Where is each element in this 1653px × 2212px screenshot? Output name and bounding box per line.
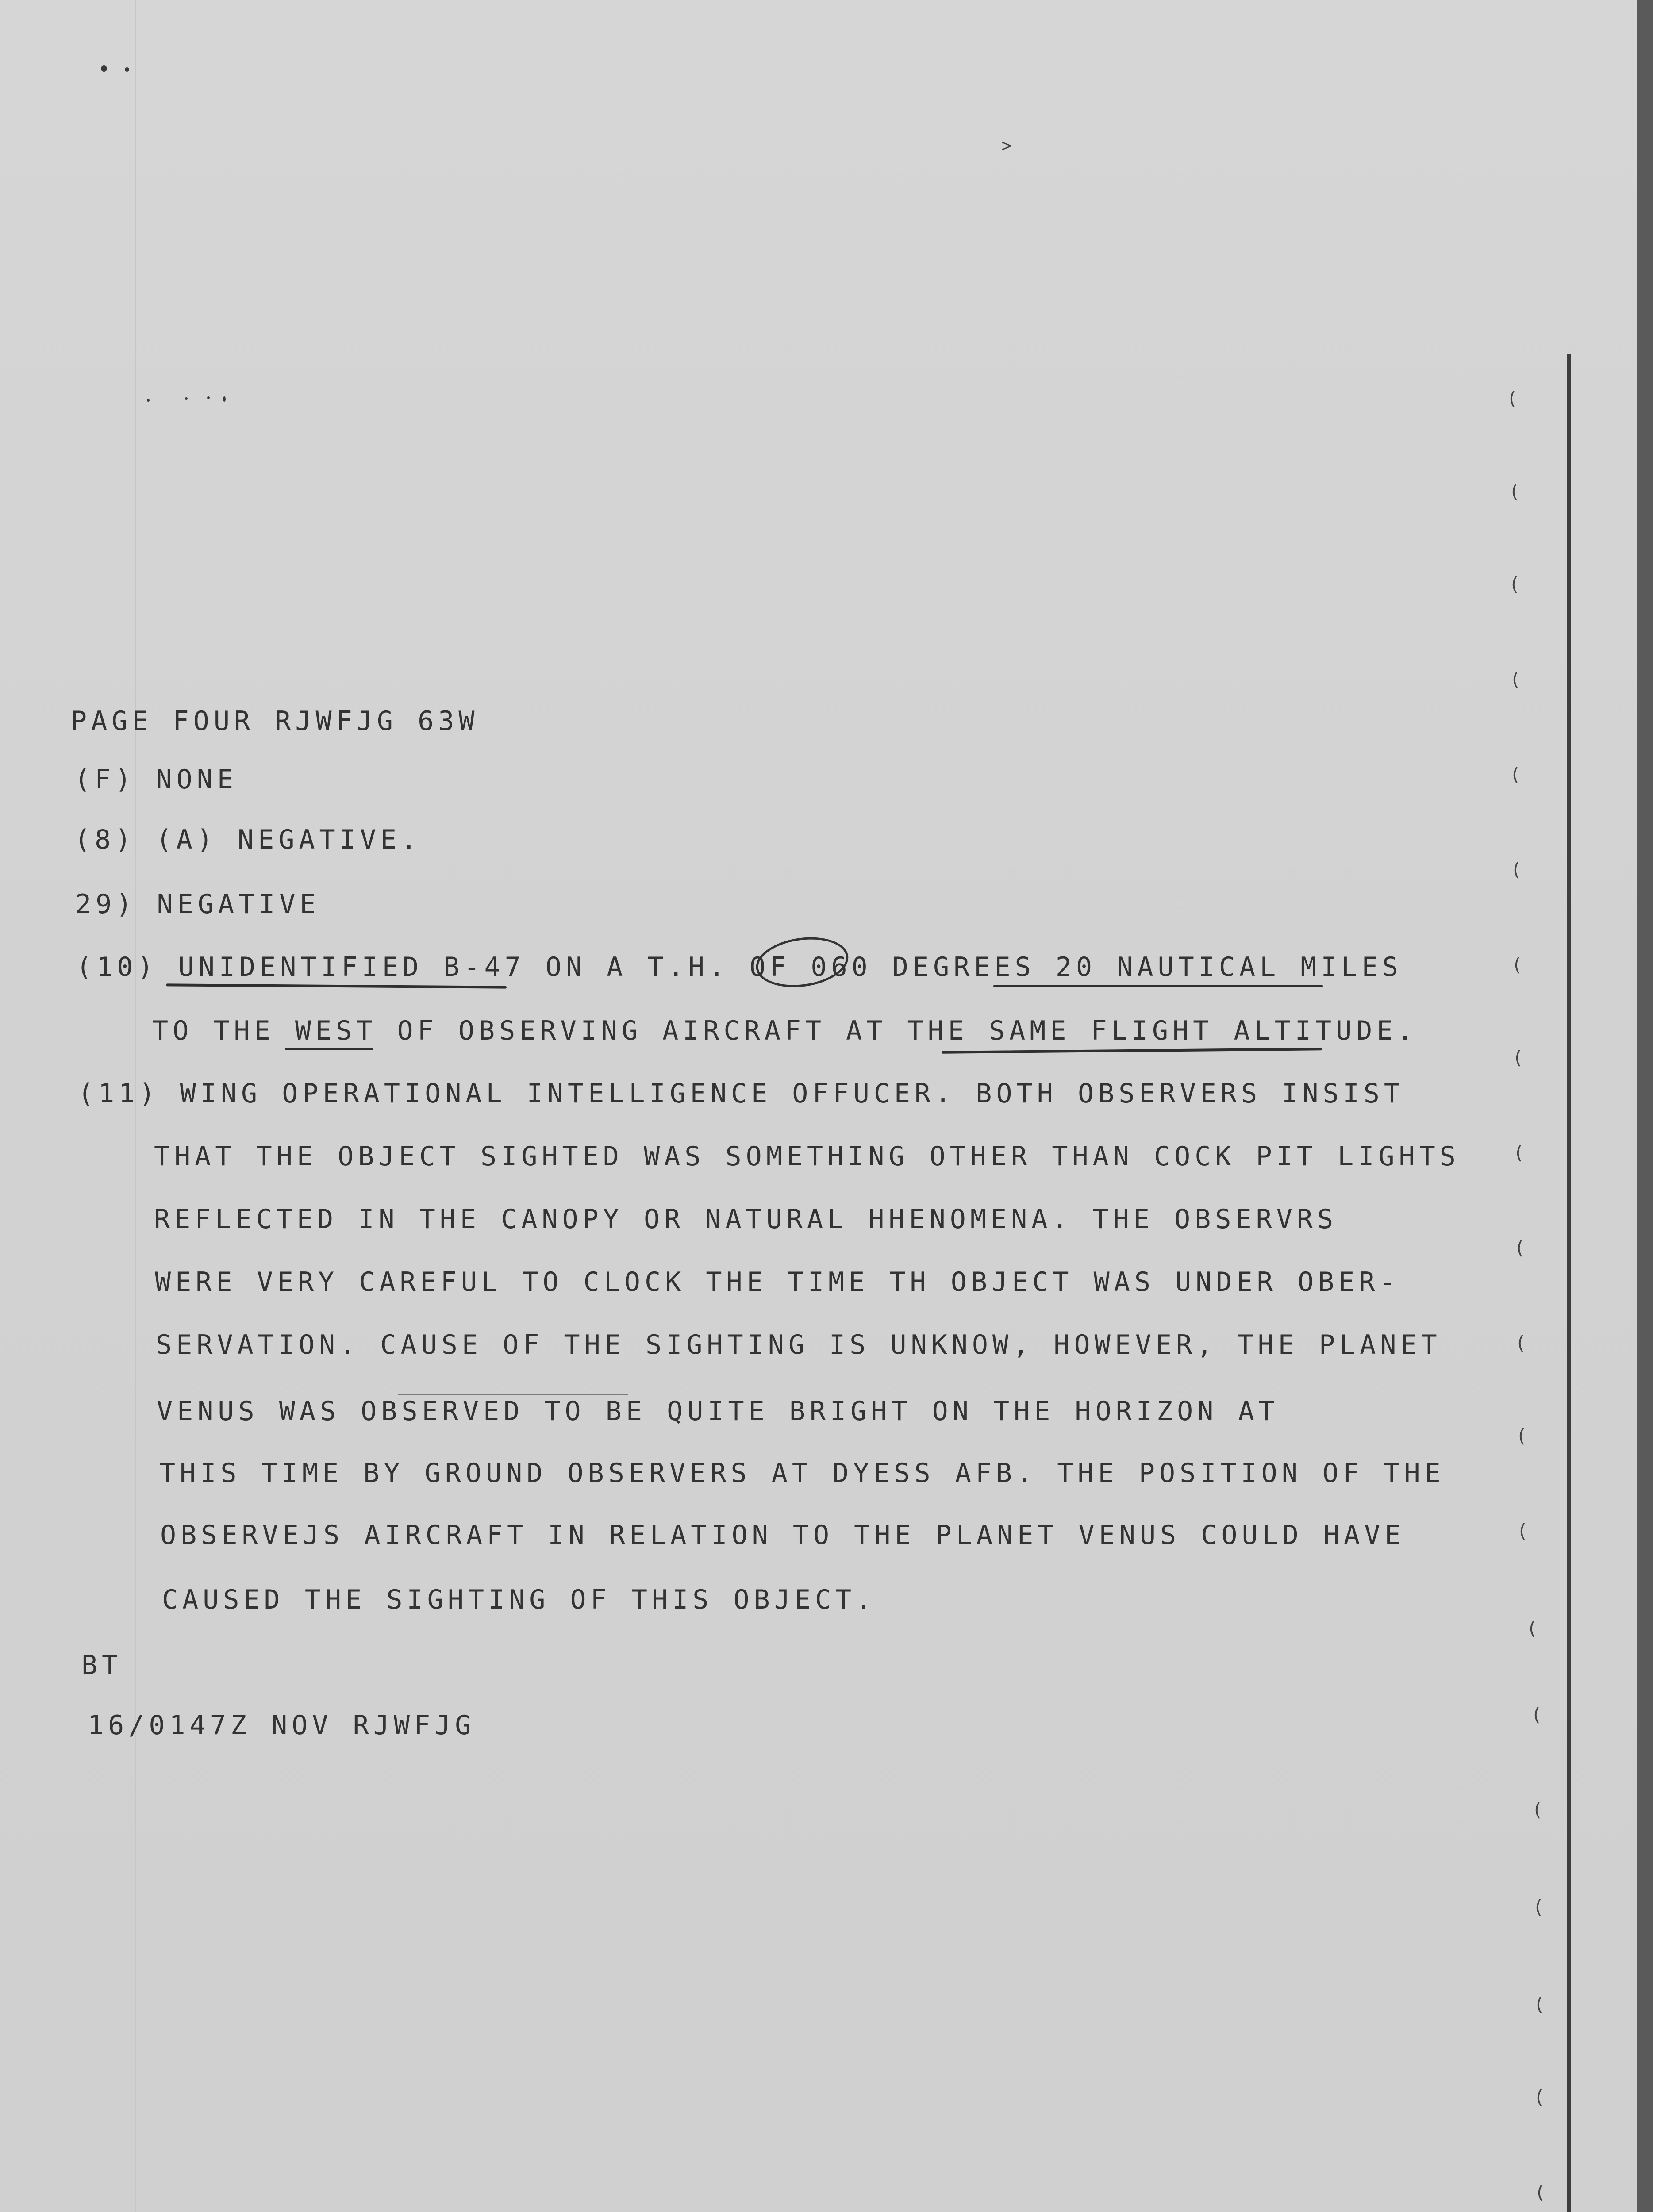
speck-top-left-1 — [101, 65, 107, 72]
margin-mark-18: ( — [1534, 1993, 1545, 2015]
margin-mark-9: ( — [1513, 1142, 1525, 1164]
speck-top-center: ˃ — [1001, 136, 1012, 156]
frame-rule — [1567, 354, 1571, 2212]
margin-mark-7: ( — [1511, 954, 1523, 975]
item-f-line: (F) NONE — [74, 764, 238, 795]
scan-edge-strip — [1637, 0, 1653, 2212]
speck-upper-left-3 — [207, 396, 210, 399]
margin-mark-4: ( — [1510, 668, 1521, 690]
circle-heading-value — [753, 932, 851, 993]
margin-mark-5: ( — [1510, 764, 1521, 785]
item-9-line: 29) NEGATIVE — [75, 889, 320, 920]
margin-mark-14: ( — [1526, 1617, 1538, 1639]
speck-upper-left-4 — [223, 396, 226, 402]
margin-mark-10: ( — [1514, 1237, 1526, 1259]
speck-upper-left-2 — [185, 397, 188, 400]
margin-mark-2: ( — [1509, 480, 1520, 502]
margin-mark-17: ( — [1533, 1896, 1544, 1918]
item-11-line: (11) WING OPERATIONAL INTELLIGENCE OFFUCER. BOTH OBSERVERS INSIST — [78, 1078, 1404, 1109]
break-marker-line: BT — [81, 1650, 123, 1681]
underline-west — [285, 1048, 373, 1050]
margin-mark-16: ( — [1532, 1799, 1543, 1820]
margin-mark-1: ( — [1507, 388, 1518, 409]
underline-same-flight-altitude — [942, 1048, 1322, 1054]
item-10-continuation-line: TO THE WEST OF OBSERVING AIRCRAFT AT THE SAME FLIGHT ALTITUDE. — [152, 1015, 1418, 1046]
remarks-line-7: OBSERVEJS AIRCRAFT IN RELATION TO THE PLANET VENUS COULD HAVE — [160, 1520, 1405, 1551]
margin-mark-20: ( — [1534, 2181, 1546, 2203]
remarks-line-8: CAUSED THE SIGHTING OF THIS OBJECT. — [162, 1584, 876, 1615]
margin-mark-3: ( — [1509, 573, 1520, 595]
margin-mark-12: ( — [1516, 1425, 1527, 1447]
margin-mark-6: ( — [1511, 859, 1522, 880]
speck-top-left-2 — [125, 67, 129, 72]
remarks-line-6: THIS TIME BY GROUND OBSERVERS AT DYESS AFB. THE POSITION OF THE — [159, 1458, 1445, 1489]
underline-nautical-miles — [993, 985, 1323, 987]
margin-mark-13: ( — [1517, 1520, 1528, 1542]
item-10-line: (10) UNIDENTIFIED B-47 ON A T.H. OF 060 DEGREES 20 NAUTICAL MILES — [76, 952, 1403, 983]
speck-upper-left-1 — [147, 399, 150, 402]
margin-mark-19: ( — [1534, 2086, 1545, 2108]
item-8-line: (8) (A) NEGATIVE. — [74, 824, 422, 855]
remarks-line-4: SERVATION. CAUSE OF THE SIGHTING IS UNKNOW, HOWEVER, THE PLANET — [156, 1329, 1442, 1360]
margin-mark-11: ( — [1515, 1332, 1526, 1354]
remarks-line-2: REFLECTED IN THE CANOPY OR NATURAL HHENOMENA. THE OBSERVRS — [154, 1204, 1338, 1235]
underline-unidentified-b47 — [166, 983, 507, 988]
date-time-group-line: 16/0147Z NOV RJWFJG — [88, 1710, 476, 1741]
remarks-line-5: VENUS WAS OBSERVED TO BE QUITE BRIGHT ON THE HORIZON AT — [157, 1396, 1279, 1427]
margin-mark-15: ( — [1531, 1704, 1542, 1725]
margin-mark-8: ( — [1512, 1047, 1524, 1068]
remarks-line-1: THAT THE OBJECT SIGHTED WAS SOMETHING OTHER THAN COCK PIT LIGHTS — [154, 1141, 1460, 1172]
page-header-line: PAGE FOUR RJWFJG 63W — [71, 706, 479, 737]
dotted-mark-venus-line — [398, 1394, 628, 1395]
remarks-line-3: WERE VERY CAREFUL TO CLOCK THE TIME TH OBJECT WAS UNDER OBER- — [155, 1267, 1400, 1298]
